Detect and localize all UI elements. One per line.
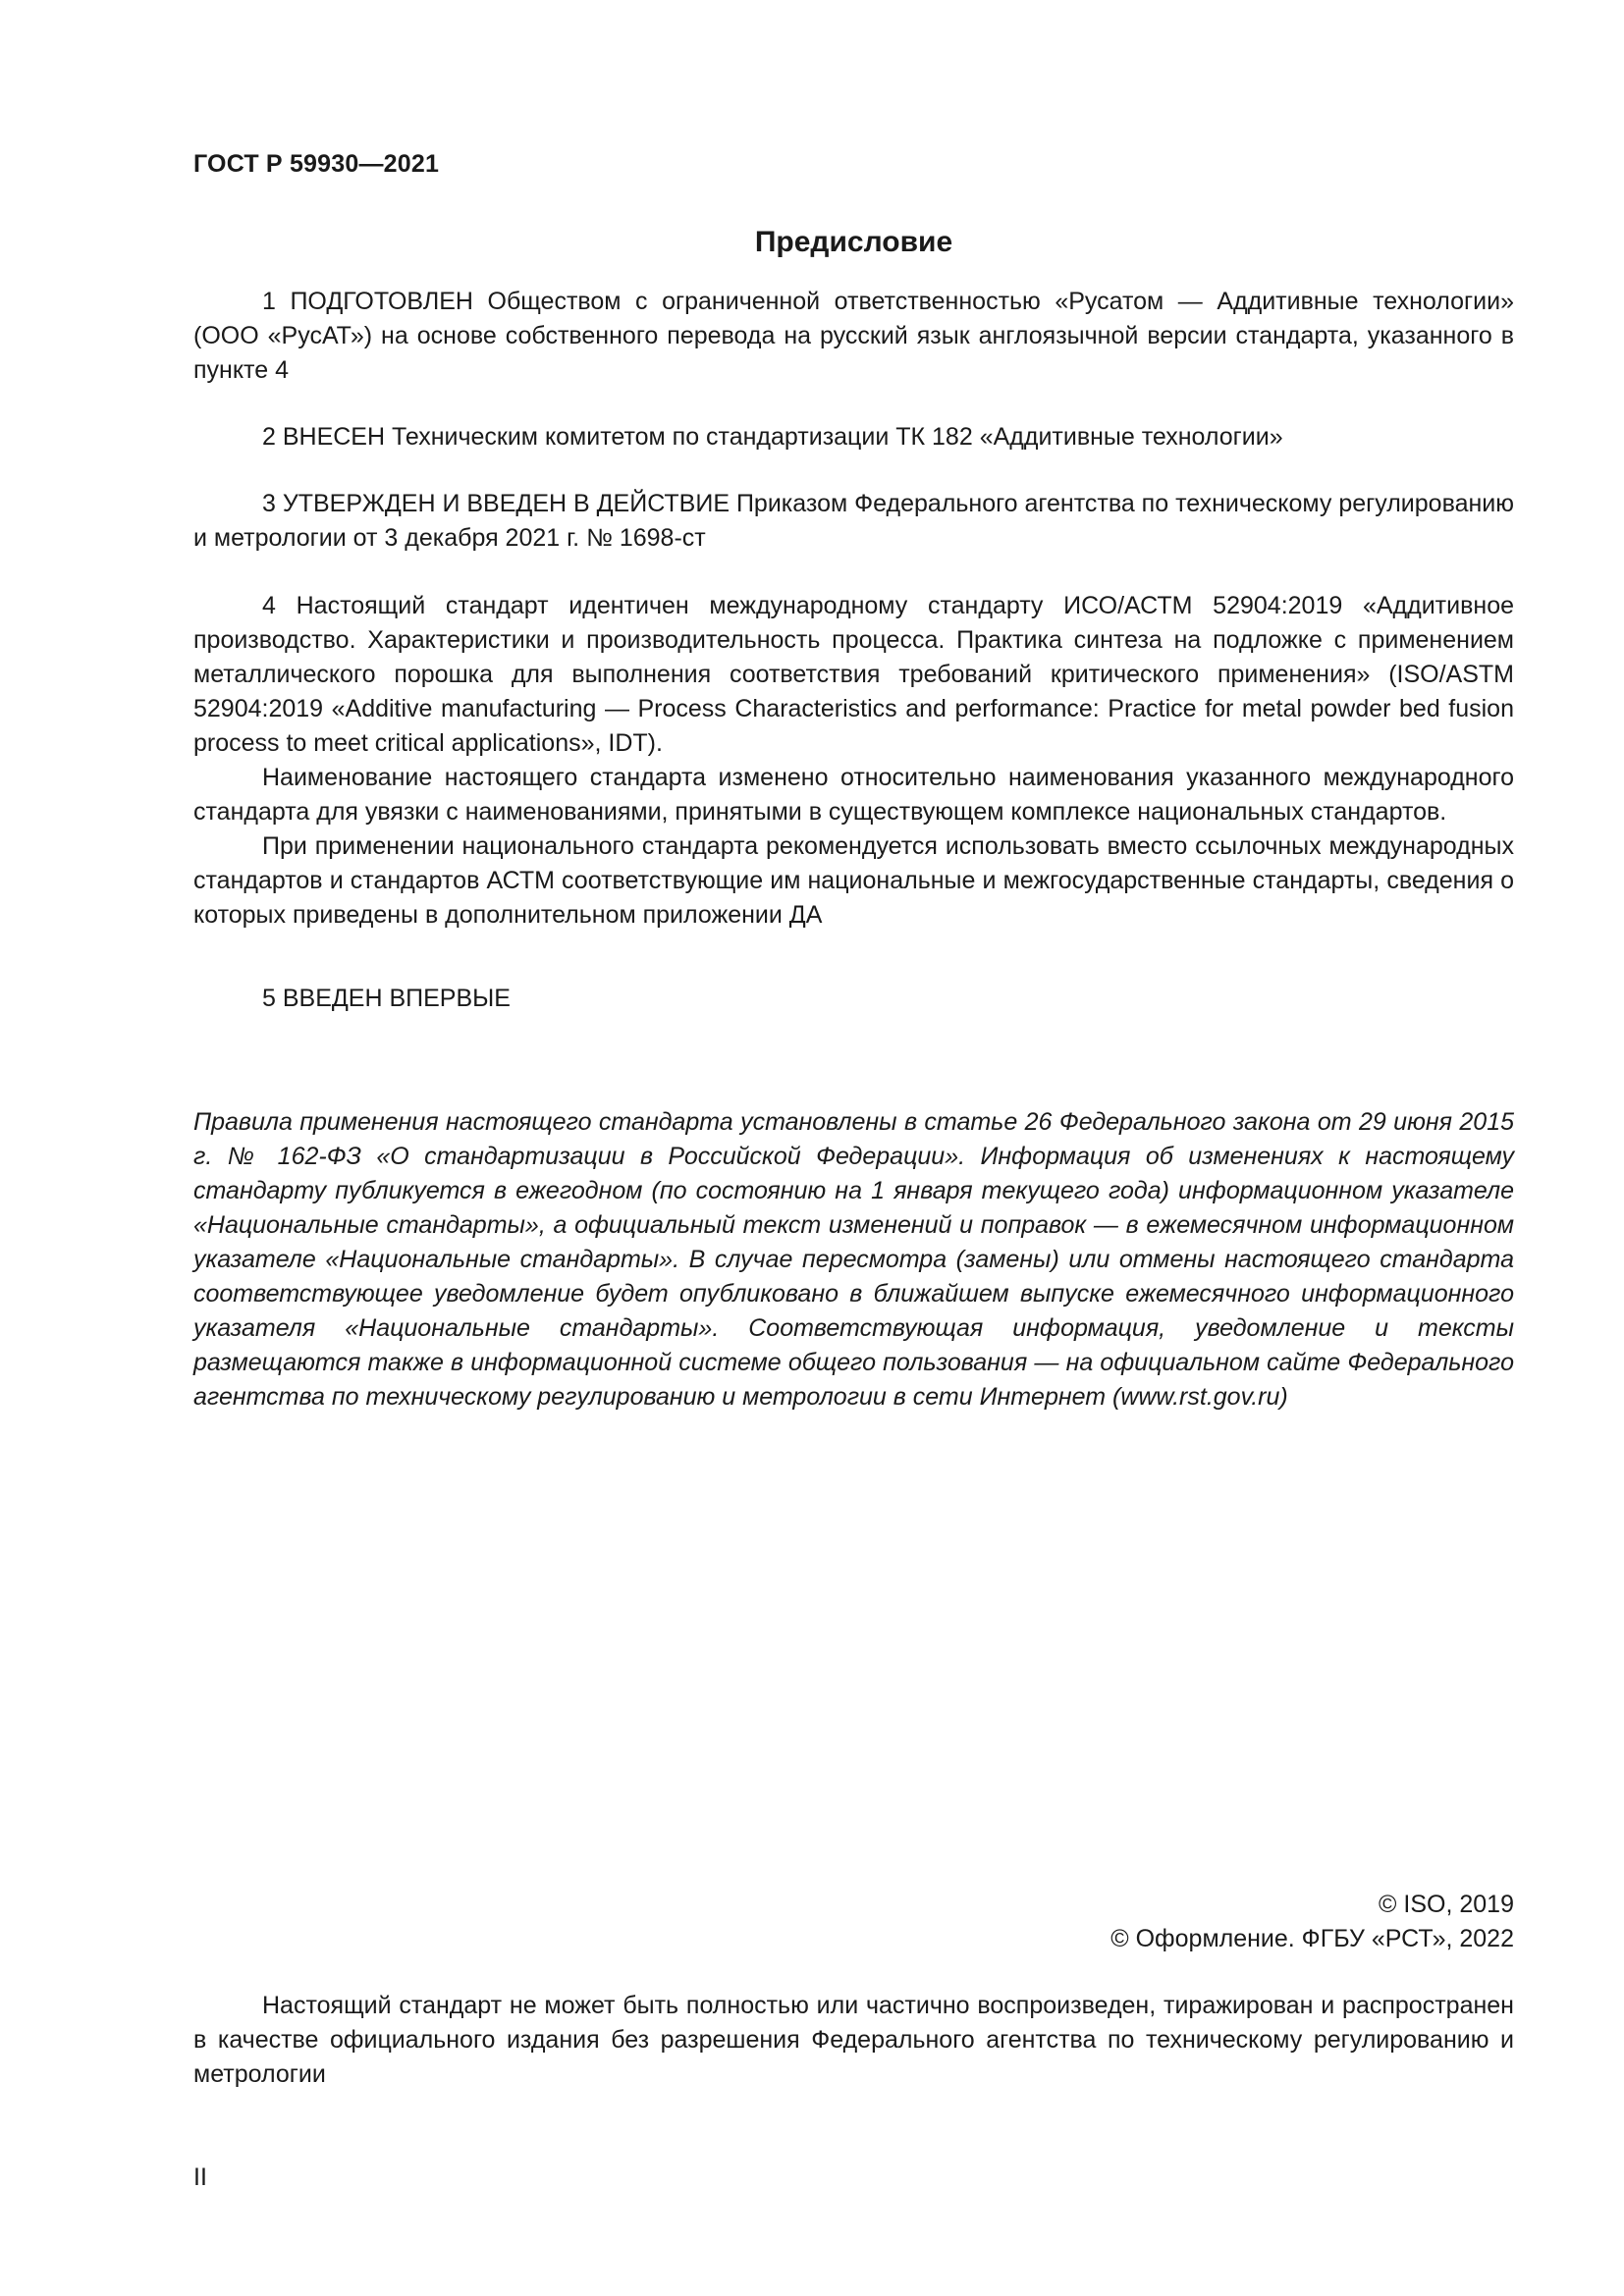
copyright-design: © Оформление. ФГБУ «РСТ», 2022 bbox=[1110, 1925, 1514, 1952]
application-rules-text: Правила применения настоящего стандарта установлены в статье 26 Федерального закона от 29 июня 2015 г. № 162-ФЗ «О стандартизации в Российской Федерации». Информация об изменениях к настоящему стандарту публикуется в ежегодном (по состоянию на 1 января текущего года) информационном указателе «Национальные стандарты», а официальный текст изменений и поправок — в ежемесячном информационном указателе «Национальные стандарты». В случае пересмотра (замены) или отмены настоящего стандарта соответствующее уведомление будет опубликовано в ближайшем выпуске ежемесячного информационного указателя «Национальные стандарты». Соответствующая информация, уведомление и тексты размещаются также в информационной системе общего пользования — на официальном сайте Федерального агентства по техническому регулированию и метрологии в сети Интернет (www.rst.gov.ru) bbox=[193, 1108, 1514, 1411]
foreword-section-1 bbox=[193, 285, 1514, 388]
section-2-text: 2 ВНЕСЕН Техническим комитетом по стандартизации ТК 182 «Аддитивные технологии» bbox=[262, 423, 1283, 451]
page-title: Предисловие bbox=[754, 226, 953, 258]
copyright-block bbox=[1110, 1888, 1514, 1956]
copyright-iso: © ISO, 2019 bbox=[1379, 1891, 1514, 1918]
section-4-paragraph-2: Наименование настоящего стандарта изменено относительно наименования указанного международного стандарта для увязки с наименованиями, принятыми в существующем комплексе национальных стандартов. bbox=[193, 764, 1514, 826]
foreword-section-5 bbox=[193, 982, 1514, 1016]
section-4-paragraph-1: 4 Настоящий стандарт идентичен международному стандарту ИСО/АСТМ 52904:2019 «Аддитивное производство. Характеристики и производительность процесса. Практика синтеза на подложке с применением металлического порошка для выполнения соответствия требований критического применения» (ISO/ASTM 52904:2019 «Additive manufacturing — Process Characteristics and performance: Practice for metal powder bed fusion process to meet critical applications», IDT). bbox=[193, 592, 1514, 757]
section-4-paragraph-3: При применении национального стандарта рекомендуется использовать вместо ссылочных международных стандартов и стандартов АСТМ соответствующие им национальные и межгосударственные стандарты, сведения о которых приведены в дополнительном приложении ДА bbox=[193, 832, 1514, 929]
section-5-text: 5 ВВЕДЕН ВПЕРВЫЕ bbox=[262, 985, 511, 1012]
foreword-section-4 bbox=[193, 589, 1514, 933]
page-number: II bbox=[193, 2163, 207, 2191]
document-code: ГОСТ Р 59930—2021 bbox=[193, 150, 440, 178]
foreword-section-2 bbox=[193, 420, 1514, 454]
foreword-section-3 bbox=[193, 487, 1514, 556]
section-3-text: 3 УТВЕРЖДЕН И ВВЕДЕН В ДЕЙСТВИЕ Приказом Федерального агентства по техническому регулированию и метрологии от 3 декабря 2021 г. № 1698-ст bbox=[193, 490, 1514, 552]
reproduction-notice-text: Настоящий стандарт не может быть полностью или частично воспроизведен, тиражирован и распространен в качестве официального издания без разрешения Федерального агентства по техническому регулированию и метрологии bbox=[193, 1992, 1514, 2088]
reproduction-notice bbox=[193, 1989, 1514, 2092]
section-1-text: 1 ПОДГОТОВЛЕН Обществом с ограниченной ответственностью «Русатом — Аддитивные технологии» (ООО «РусАТ») на основе собственного перевода на русский язык англоязычной версии стандарта, указанного в пункте 4 bbox=[193, 288, 1514, 384]
